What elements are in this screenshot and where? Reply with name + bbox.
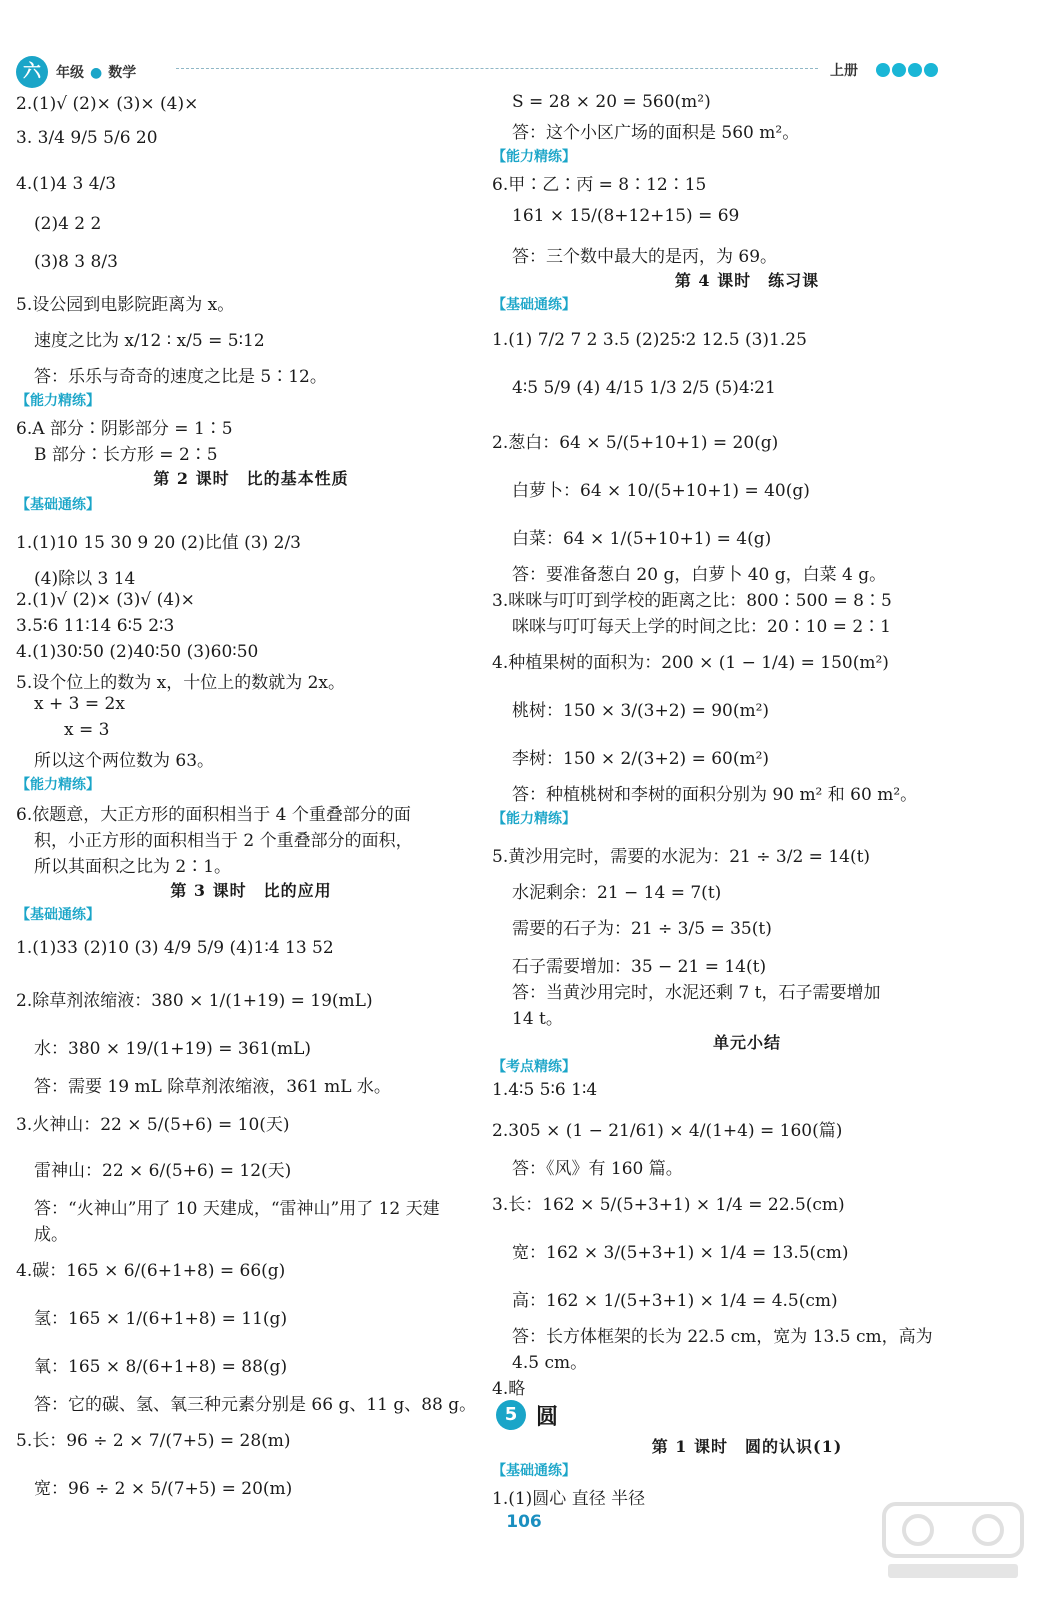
- answer-line: 宽：96 ÷ 2 × 5/(7+5) = 20(m): [34, 1479, 293, 1499]
- answer-line: 6.A 部分∶阴影部分 = 1∶5: [16, 419, 233, 439]
- answer-line: 雷神山：22 × 6/(5+6) = 12(天): [34, 1161, 292, 1181]
- answer-line: 答：种植桃树和李树的面积分别为 90 m² 和 60 m²。: [512, 785, 918, 805]
- equation-line: x = 3: [64, 720, 110, 740]
- answer-line: 4.种植果树的面积为：200 × (1 − 1/4) = 150(m²): [492, 653, 889, 673]
- answer-line: 4.5 cm。: [512, 1353, 588, 1373]
- answer-line: 3.咪咪与叮叮到学校的距离之比：800∶500 = 8∶5: [492, 591, 892, 611]
- answer-line: 6.依题意，大正方形的面积相当于 4 个重叠部分的面: [16, 805, 411, 825]
- answer-line: 氧：165 × 8/(6+1+8) = 88(g): [34, 1357, 288, 1377]
- answer-line: 咪咪与叮叮每天上学的时间之比：20∶10 = 2∶1: [512, 617, 891, 637]
- answer-line: 石子需要增加：35 − 21 = 14(t): [512, 957, 767, 977]
- volume-label: 上册: [830, 63, 858, 79]
- grade-label: 年级: [56, 65, 84, 81]
- answer-line: 成。: [34, 1225, 68, 1245]
- grade-subject: [56, 62, 136, 82]
- subject-label: 数学: [108, 65, 137, 81]
- lesson-title: 第 4 课时 练习课: [674, 271, 820, 290]
- answer-line: 5.黄沙用完时，需要的水泥为：21 ÷ 3/2 = 14(t): [492, 847, 871, 867]
- section-basic: 【基础通练】: [492, 297, 576, 313]
- answer-line: 李树：150 × 2/(3+2) = 60(m²): [512, 749, 770, 769]
- section-ability: 【能力精练】: [492, 811, 576, 827]
- answer-line: 5.长：96 ÷ 2 × 7/(7+5) = 28(m): [16, 1431, 291, 1451]
- section-basic: 【基础通练】: [16, 497, 100, 513]
- answer-line: 4∶5 5/9 (4) 4/15 1/3 2/5 (5)4∶21: [512, 378, 776, 398]
- equation-line: x + 3 = 2x: [34, 694, 125, 714]
- section-exam: 【考点精练】: [492, 1059, 576, 1075]
- answer-line: S = 28 × 20 = 560(m²): [512, 92, 711, 112]
- section-basic: 【基础通练】: [16, 907, 100, 923]
- header-divider: [176, 68, 818, 69]
- answer-line: 6.甲∶乙∶丙 = 8∶12∶15: [492, 175, 707, 195]
- lesson-title: 第 2 课时 比的基本性质: [153, 469, 349, 488]
- answer-line: B 部分∶长方形 = 2∶5: [34, 445, 218, 465]
- chapter-number: 5: [496, 1400, 526, 1430]
- answer-line: 积，小正方形的面积相当于 2 个重叠部分的面积，: [34, 831, 413, 851]
- answer-line: 3. 3/4 9/5 5/6 20: [16, 128, 158, 148]
- answer-line: 答：当黄沙用完时，水泥还剩 7 t，石子需要增加: [512, 983, 881, 1003]
- answer-line: 白菜：64 × 1/(5+10+1) = 4(g): [512, 529, 772, 549]
- answer-line: 速度之比为 x/12 ∶ x/5 = 5∶12: [34, 331, 265, 351]
- answer-line: 3.长：162 × 5/(5+3+1) × 1/4 = 22.5(cm): [492, 1195, 845, 1215]
- answer-line: 高：162 × 1/(5+3+1) × 1/4 = 4.5(cm): [512, 1291, 838, 1311]
- page-number: 106: [506, 1512, 542, 1532]
- answer-line: (4)除以 3 14: [34, 569, 136, 589]
- answer-line: 14 t。: [512, 1009, 563, 1029]
- answer-line: 5.设个位上的数为 x，十位上的数就为 2x。: [16, 673, 346, 693]
- answer-line: 2.(1)√ (2)× (3)√ (4)×: [16, 590, 195, 610]
- answer-line: 答：“火神山”用了 10 天建成，“雷神山”用了 12 天建: [34, 1199, 440, 1219]
- answer-line: 1.(1)10 15 30 9 20 (2)比值 (3) 2/3: [16, 533, 301, 553]
- answer-line: 所以其面积之比为 2∶1。: [34, 857, 232, 877]
- watermark-logo-icon: [878, 1496, 1028, 1586]
- answer-line: 5.设公园到电影院距离为 x。: [16, 295, 235, 315]
- lesson-title: 第 1 课时 圆的认识(1): [651, 1437, 843, 1456]
- lesson-title: 第 3 课时 比的应用: [170, 881, 332, 900]
- answer-line: 宽：162 × 3/(5+3+1) × 1/4 = 13.5(cm): [512, 1243, 849, 1263]
- answer-line: 水：380 × 19/(1+19) = 361(mL): [34, 1039, 311, 1059]
- page-header: [0, 50, 1048, 94]
- answer-line: 1.(1)圆心 直径 半径: [492, 1489, 646, 1509]
- answer-line: 所以这个两位数为 63。: [34, 751, 215, 771]
- answer-line: 答：《风》有 160 篇。: [512, 1159, 683, 1179]
- answer-line: 2.葱白：64 × 5/(5+10+1) = 20(g): [492, 433, 779, 453]
- answer-line: 2.除草剂浓缩液：380 × 1/(1+19) = 19(mL): [16, 991, 373, 1011]
- answer-line: 答：它的碳、氢、氧三种元素分别是 66 g、11 g、88 g。: [34, 1395, 477, 1415]
- answer-line: 1.(1) 7/2 7 2 3.5 (2)25∶2 12.5 (3)1.25: [492, 330, 807, 350]
- answer-line: (3)8 3 8/3: [34, 252, 118, 272]
- answer-line: 答：需要 19 mL 除草剂浓缩液，361 mL 水。: [34, 1077, 391, 1097]
- grade-badge: 六: [16, 56, 48, 88]
- answer-line: 1.4∶5 5∶6 1∶4: [492, 1080, 598, 1100]
- brand-logo-icon: [874, 62, 938, 82]
- answer-line: 1.(1)33 (2)10 (3) 4/9 5/9 (4)1∶4 13 52: [16, 938, 334, 958]
- answer-line: 答：要准备葱白 20 g，白萝卜 40 g，白菜 4 g。: [512, 565, 887, 585]
- section-ability: 【能力精练】: [492, 149, 576, 165]
- answer-line: 2.305 × (1 − 21/61) × 4/(1+4) = 160(篇): [492, 1121, 843, 1141]
- answer-line: 水泥剩余：21 − 14 = 7(t): [512, 883, 722, 903]
- section-ability: 【能力精练】: [16, 393, 100, 409]
- answer-line: 白萝卜：64 × 10/(5+10+1) = 40(g): [512, 481, 810, 501]
- answer-line: 需要的石子为：21 ÷ 3/5 = 35(t): [512, 919, 772, 939]
- section-ability: 【能力精练】: [16, 777, 100, 793]
- answer-line: 答：三个数中最大的是丙，为 69。: [512, 247, 778, 267]
- answer-line: 氢：165 × 1/(6+1+8) = 11(g): [34, 1309, 288, 1329]
- answer-line: 4.略: [492, 1379, 526, 1399]
- answer-line: 161 × 15/(8+12+15) = 69: [512, 206, 740, 226]
- answer-line: 答：长方体框架的长为 22.5 cm，宽为 13.5 cm，高为: [512, 1327, 933, 1347]
- answer-line: 4.(1)30∶50 (2)40∶50 (3)60∶50: [16, 642, 259, 662]
- answer-line: 答：这个小区广场的面积是 560 m²。: [512, 123, 800, 143]
- chapter-heading: [496, 1400, 558, 1431]
- answer-line: 4.碳：165 × 6/(6+1+8) = 66(g): [16, 1261, 286, 1281]
- answer-line: 桃树：150 × 3/(3+2) = 90(m²): [512, 701, 770, 721]
- answer-line: 2.(1)√ (2)× (3)× (4)×: [16, 94, 199, 114]
- section-basic: 【基础通练】: [492, 1463, 576, 1479]
- answer-line: (2)4 2 2: [34, 214, 102, 234]
- answer-line: 3.5∶6 11∶14 6∶5 2∶3: [16, 616, 175, 636]
- separator-dot-icon: ●: [90, 65, 103, 81]
- answer-line: 答：乐乐与奇奇的速度之比是 5∶12。: [34, 367, 327, 387]
- answer-line: 4.(1)4 3 4/3: [16, 174, 117, 194]
- lesson-title: 单元小结: [712, 1033, 781, 1052]
- chapter-title: 圆: [536, 1404, 559, 1430]
- answer-line: 3.火神山：22 × 5/(5+6) = 10(天): [16, 1115, 290, 1135]
